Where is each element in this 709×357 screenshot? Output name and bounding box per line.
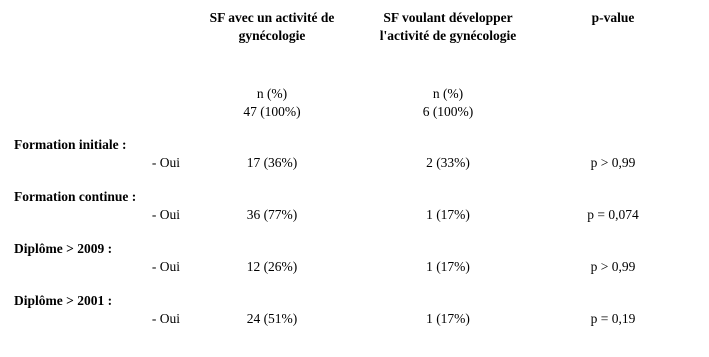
row-sublabel: - Oui bbox=[151, 311, 180, 326]
row-value-col1: 12 (26%) bbox=[246, 259, 298, 274]
header-col2-line2: l'activité de gynécologie bbox=[379, 28, 517, 43]
row-label: Formation continue : bbox=[14, 189, 137, 204]
subheader-col2-unit: n (%) bbox=[432, 86, 464, 101]
row-value-col2: 1 (17%) bbox=[426, 207, 470, 222]
row-value-col2: 2 (33%) bbox=[426, 155, 470, 170]
row-value-col2: 1 (17%) bbox=[426, 311, 470, 326]
row-sublabel: - Oui bbox=[151, 155, 180, 170]
row-sublabel: - Oui bbox=[151, 207, 180, 222]
row-label: Diplôme > 2009 : bbox=[14, 241, 113, 256]
row-value-col1: 17 (36%) bbox=[246, 155, 298, 170]
subheader-col2-total: 6 (100%) bbox=[422, 104, 474, 119]
row-label: Formation initiale : bbox=[14, 137, 127, 152]
row-pvalue: p = 0,19 bbox=[590, 311, 636, 326]
subheader-col1-unit: n (%) bbox=[256, 86, 288, 101]
row-label: Diplôme > 2001 : bbox=[14, 293, 113, 308]
row-pvalue: p = 0,074 bbox=[587, 207, 639, 222]
row-value-col1: 24 (51%) bbox=[246, 311, 298, 326]
row-pvalue: p > 0,99 bbox=[590, 155, 636, 170]
header-col1-line2: gynécologie bbox=[238, 28, 306, 43]
header-col1-line1: SF avec un activité de bbox=[209, 10, 335, 25]
row-value-col1: 36 (77%) bbox=[246, 207, 298, 222]
header-col2-line1: SF voulant développer bbox=[383, 10, 513, 25]
row-pvalue: p > 0,99 bbox=[590, 259, 636, 274]
header-col3-pvalue: p-value bbox=[591, 10, 635, 25]
row-value-col2: 1 (17%) bbox=[426, 259, 470, 274]
subheader-col1-total: 47 (100%) bbox=[243, 104, 301, 119]
row-sublabel: - Oui bbox=[151, 259, 180, 274]
